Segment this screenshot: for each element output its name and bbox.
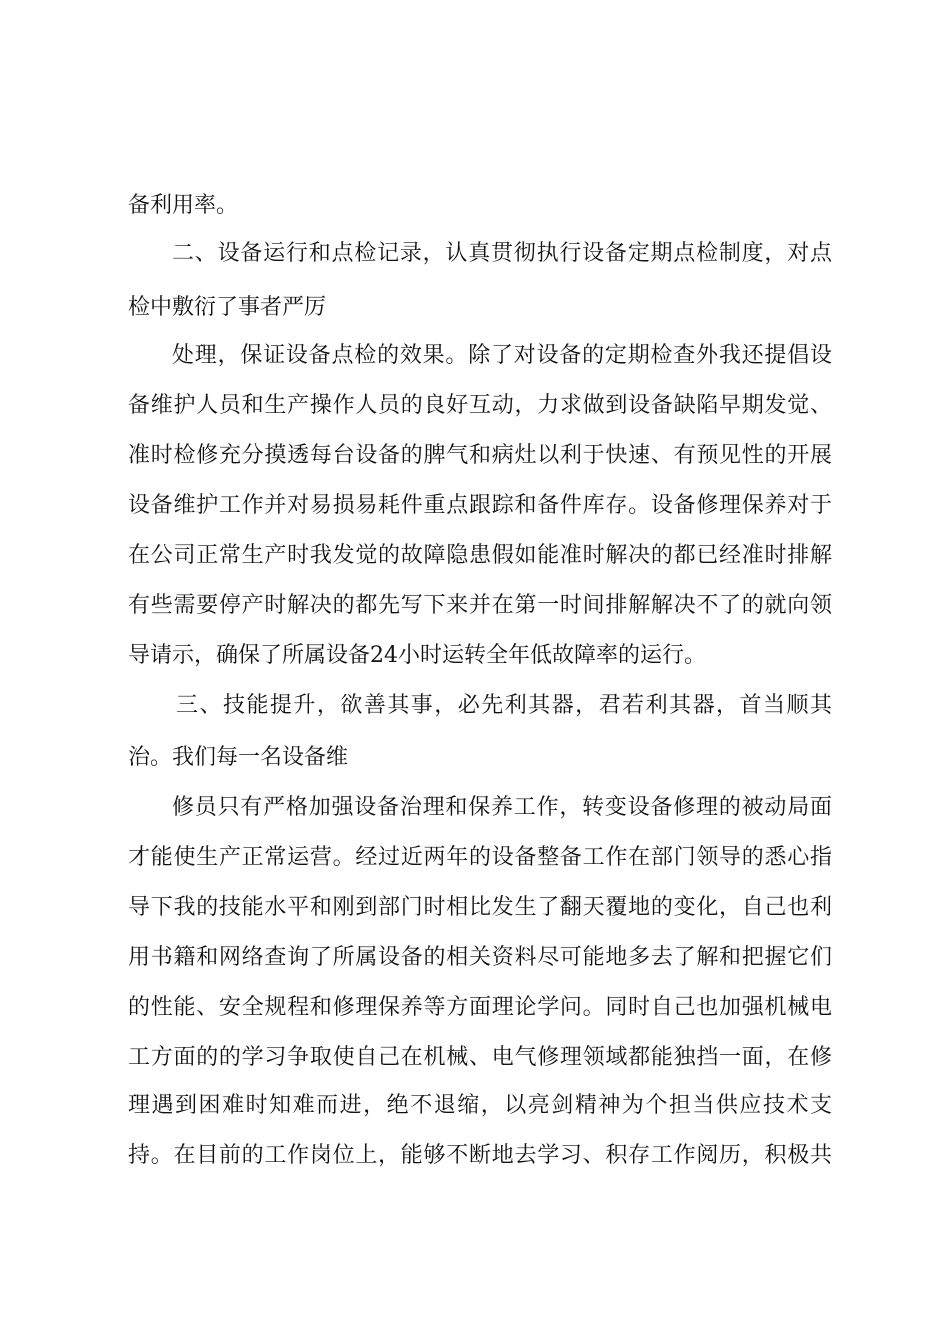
paragraph-line: 处理，保证设备点检的效果。除了对设备的定期检查外我还提倡设: [172, 343, 832, 368]
section-heading-line: 二、设备运行和点检记录，认真贯彻执行设备定期点检制度，对点: [172, 241, 832, 266]
paragraph-line: 准时检修充分摸透每台设备的脾气和病灶以利于快速、有预见性的开展: [128, 443, 832, 468]
paragraph-line: 在公司正常生产时我发觉的故障隐患假如能准时解决的都已经准时排解: [128, 543, 832, 568]
paragraph-line: 备维护人员和生产操作人员的良好互动，力求做到设备缺陷早期发觉、: [128, 393, 832, 418]
section-heading-line: 三、技能提升，欲善其事，必先利其器，君若利其器，首当顺其: [176, 693, 832, 718]
paragraph-line: 导下我的技能水平和刚到部门时相比发生了翻天覆地的变化，自己也利: [128, 895, 832, 920]
paragraph-line: 修员只有严格加强设备治理和保养工作，转变设备修理的被动局面: [172, 795, 832, 820]
paragraph-line: 的性能、安全规程和修理保养等方面理论学问。同时自己也加强机械电: [128, 995, 832, 1020]
section-heading-line: 检中敷衍了事者严厉: [128, 295, 327, 320]
paragraph-line: 导请示，确保了所属设备24小时运转全年低故障率的运行。: [128, 643, 706, 668]
paragraph-line: 备利用率。: [128, 193, 239, 218]
paragraph-line: 持。在目前的工作岗位上，能够不断地去学习、积存工作阅历，积极共: [128, 1143, 832, 1168]
section-heading-line: 治。我们每一名设备维: [128, 745, 349, 770]
paragraph-line: 工方面的的学习争取使自己在机械、电气修理领域都能独挡一面，在修: [128, 1045, 832, 1070]
paragraph-line: 才能使生产正常运营。经过近两年的设备整备工作在部门领导的悉心指: [128, 845, 832, 870]
paragraph-line: 有些需要停产时解决的都先写下来并在第一时间排解解决不了的就向领: [128, 593, 832, 618]
paragraph-line: 设备维护工作并对易损易耗件重点跟踪和备件库存。设备修理保养对于: [128, 493, 832, 518]
paragraph-line: 用书籍和网络查询了所属设备的相关资料尽可能地多去了解和把握它们: [128, 945, 832, 970]
paragraph-line: 理遇到困难时知难而进，绝不退缩，以亮剑精神为个担当供应技术支: [128, 1093, 832, 1118]
